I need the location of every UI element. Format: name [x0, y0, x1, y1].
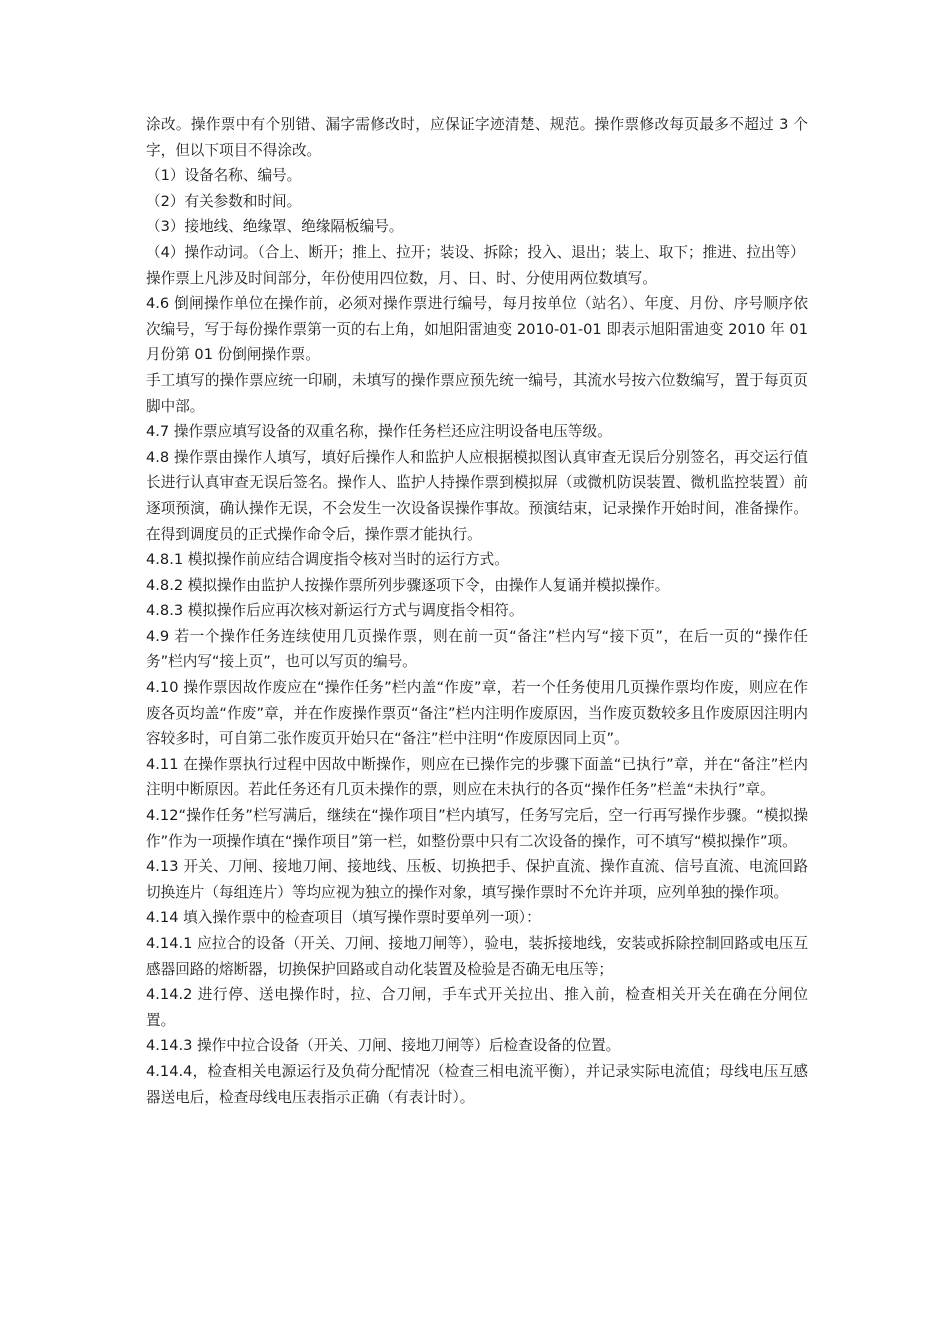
section-4-14-4: 4.14.4，检查相关电源运行及负荷分配情况（检查三相电流平衡），并记录实际电流值；母线电压互感器送电后，检查母线电压表指示正确（有表计时）。: [146, 1062, 808, 1106]
list-item-2: （2）有关参数和时间。: [146, 192, 302, 210]
section-4-14: 4.14 填入操作票中的检查项目（填写操作票时要单列一项）：: [146, 909, 541, 927]
section-4-12: 4.12“操作任务”栏写满后，继续在“操作项目”栏内填写，任务写完后，空一行再写操作步骤。“模拟操作”作为一项操作填在“操作项目”第一栏，如整份票中只有二次设备的操作，可不填写“模拟操作”项。: [146, 807, 808, 850]
list-item-3: （3）接地线、绝缘罩、绝缘隔板编号。: [146, 218, 404, 236]
section-4-9: 4.9 若一个操作任务连续使用几页操作票，则在前一页“备注”栏内写“接下页”，在后一页的“操作任务”栏内写“接上页”，也可以写页的编号。: [146, 627, 808, 671]
paragraph-manual-tickets: 手工填写的操作票应统一印刷，未填写的操作票应预先统一编号，其流水号按六位数编写，置于每页页脚中部。: [146, 371, 808, 415]
section-4-8-3: 4.8.3 模拟操作后应再次核对新运行方式与调度指令相符。: [146, 602, 524, 620]
document-page: [146, 112, 808, 1110]
section-4-10: 4.10 操作票因故作废应在“操作任务”栏内盖“作废”章，若一个任务使用几页操作票均作废，则应在作废各页均盖“作废”章，并在作废操作票页“备注”栏内注明作废原因，当作废页数较多且作废原因注明内容较多时，可自第二张作废页开始只在“备注”栏中注明“作废原因同上页”。: [146, 679, 808, 748]
section-4-8-1: 4.8.1 模拟操作前应结合调度指令核对当时的运行方式。: [146, 551, 509, 569]
section-4-6: 4.6 倒闸操作单位在操作前，必须对操作票进行编号，每月按单位（站名）、年度、月份、序号顺序依次编号，写于每份操作票第一页的右上角，如旭阳雷迪变 2010-01-01 即表示旭阳雷迪变 2010 年 01 月份第 01 份倒闸操作票。: [146, 295, 808, 364]
paragraph-time-format: 操作票上凡涉及时间部分，年份使用四位数，月、日、时、分使用两位数填写。: [146, 269, 657, 287]
section-4-14-2: 4.14.2 进行停、送电操作时，拉、合刀闸，手车式开关拉出、推入前，检查相关开关在确在分闸位置。: [146, 986, 808, 1029]
section-4-13: 4.13 开关、刀闸、接地刀闸、接地线、压板、切换把手、保护直流、操作直流、信号直流、电流回路切换连片（每组连片）等均应视为独立的操作对象，填写操作票时不允许并项，应列单独的操作项。: [146, 858, 808, 901]
section-4-11: 4.11 在操作票执行过程中因故中断操作，则应在已操作完的步骤下面盖“已执行”章，并在“备注”栏内注明中断原因。若此任务还有几页未操作的票，则应在未执行的各页“操作任务”栏盖“未执行”章。: [146, 755, 808, 799]
section-4-7: 4.7 操作票应填写设备的双重名称，操作任务栏还应注明设备电压等级。: [146, 423, 612, 441]
section-4-14-3: 4.14.3 操作中拉合设备（开关、刀闸、接地刀闸等）后检查设备的位置。: [146, 1037, 621, 1055]
section-4-14-1: 4.14.1 应拉合的设备（开关、刀闸、接地刀闸等），验电，装拆接地线，安装或拆除控制回路或电压互感器回路的熔断器，切换保护回路或自动化装置及检验是否确无电压等；: [146, 935, 808, 978]
list-item-4: （4）操作动词。（合上、断开；推上、拉开；装设、拆除；投入、退出；装上、取下；推进、拉出等）: [146, 243, 805, 261]
list-item-1: （1）设备名称、编号。: [146, 167, 302, 185]
section-4-8: 4.8 操作票由操作人填写，填好后操作人和监护人应根据模拟图认真审查无误后分别签名，再交运行值长进行认真审查无误后签名。操作人、监护人持操作票到模拟屏（或微机防误装置、微机监控装置）前逐项预演，确认操作无误，不会发生一次设备误操作事故。预演结束，记录操作开始时间，准备操作。在得到调度员的正式操作命令后，操作票才能执行。: [146, 448, 808, 543]
paragraph-continuation: 涂改。操作票中有个别错、漏字需修改时，应保证字迹清楚、规范。操作票修改每页最多不超过 3 个字，但以下项目不得涂改。: [146, 116, 808, 159]
section-4-8-2: 4.8.2 模拟操作由监护人按操作票所列步骤逐项下令，由操作人复诵并模拟操作。: [146, 576, 670, 594]
